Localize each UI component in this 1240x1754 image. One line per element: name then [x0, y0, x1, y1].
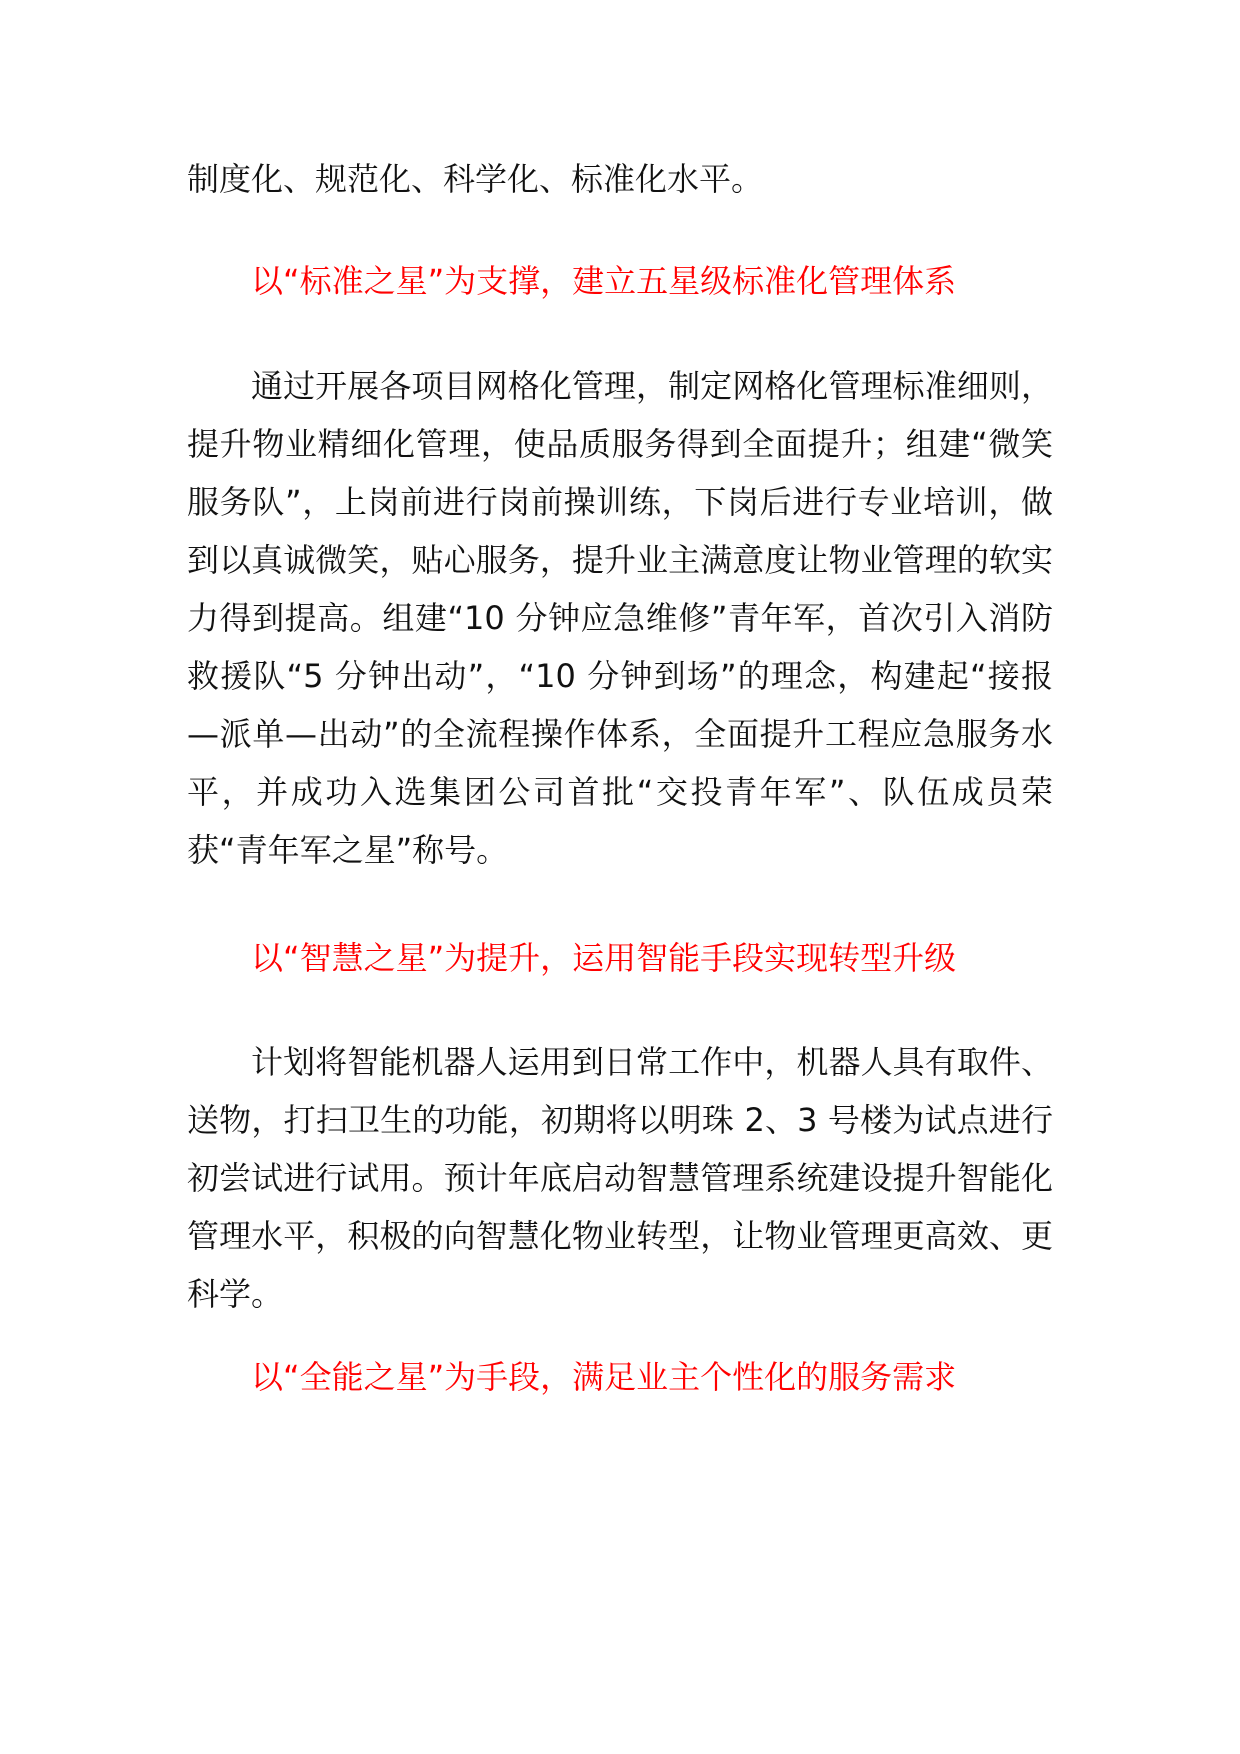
section-paragraph-standard-star: 通过开展各项目网格化管理，制定网格化管理标准细则，提升物业精细化管理，使品质服务得到全面提升；组建“微笑服务队”，上岗前进行岗前操训练，下岗后进行专业培训，做到以真诚微笑，贴心服务，提升业主满意度让物业管理的软实力得到提高。组建“10 分钟应急维修”青年军，首次引入消防救援队“5 分钟出动”，“10 分钟到场”的理念，构建起“接报—派单—出动”的全流程操作体系，全面提升工程应急服务水平，并成功入选集团公司首批“交投青年军”、队伍成员荣获“青年军之星”称号。 [187, 367, 1053, 869]
section-paragraph-smart-star: 计划将智能机器人运用到日常工作中，机器人具有取件、送物，打扫卫生的功能，初期将以明珠 2、3 号楼为试点进行初尝试进行试用。预计年底启动智慧管理系统建设提升智能化管理水平，积极的向智慧化物业转型，让物业管理更高效、更科学。 [187, 1043, 1053, 1313]
section-heading-allround-star: 以“全能之星”为手段，满足业主个性化的服务需求 [251, 1358, 957, 1396]
section-heading-standard-star: 以“标准之星”为支撑，建立五星级标准化管理体系 [251, 262, 957, 300]
lead-line: 制度化、规范化、科学化、标准化水平。 [187, 160, 764, 198]
section-heading-smart-star: 以“智慧之星”为提升，运用智能手段实现转型升级 [251, 939, 957, 977]
